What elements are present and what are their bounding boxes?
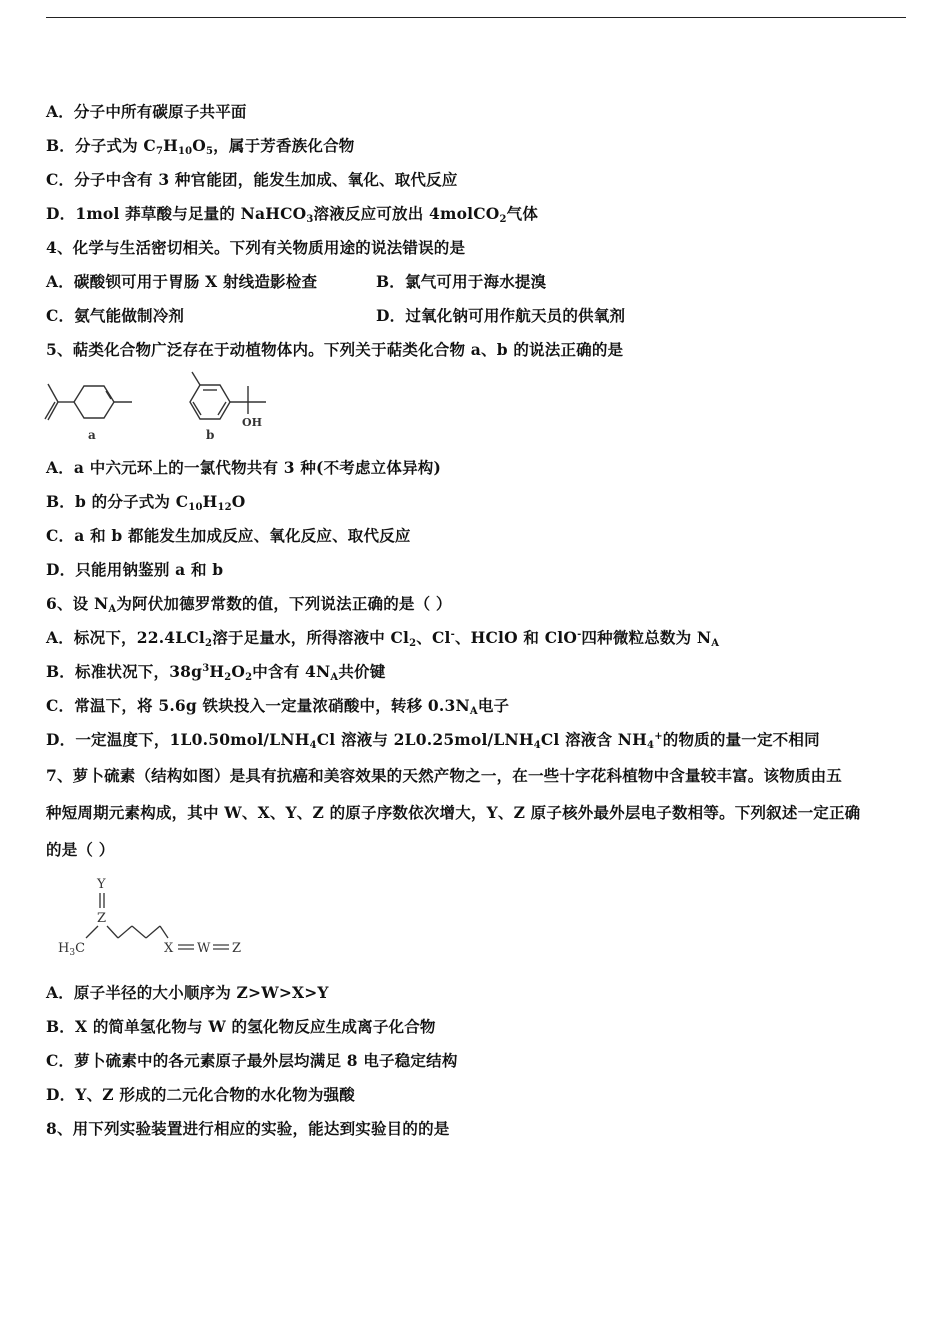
molecule-a <box>45 384 132 420</box>
atom-y: Y <box>97 877 106 892</box>
q6-option-d: D．一定温度下，$1L0.50mol/LNH_4Cl$ 溶液与 $2L0.25mol/LNH_4Cl$ 溶液含 $NH_4^+$的物质的量一定不相同 <box>46 730 820 751</box>
q7-option-b: B．X 的简单氢化物与 W 的氢化物反应生成离子化合物 <box>46 1017 436 1036</box>
label-b: b <box>206 428 215 442</box>
q7-option-d: D．Y、Z 形成的二元化合物的水化物为强酸 <box>46 1085 355 1104</box>
q3-option-c: C．分子中含有 3 种官能团，能发生加成、氧化、取代反应 <box>46 170 458 189</box>
q7-stem-line1: 7、萝卜硫素（结构如图）是具有抗癌和美容效果的天然产物之一，在一些十字花科植物中含量较丰富。该物质由五 <box>46 766 842 785</box>
q8-stem: 8、用下列实验装置进行相应的实验，能达到实验目的的是 <box>46 1119 450 1138</box>
atom-x: X <box>164 941 174 956</box>
label-oh: OH <box>242 416 262 429</box>
atom-w: W <box>197 941 211 956</box>
q4-stem: 4、化学与生活密切相关。下列有关物质用途的说法错误的是 <box>46 238 466 257</box>
q6-option-b: B．标准状况下，$38g^3H_2O_2$中含有 $4N_A$共价键 <box>46 662 386 683</box>
q5-option-a: A．a 中六元环上的一氯代物共有 3 种(不考虑立体异构) <box>46 458 442 477</box>
q6-option-c: C．常温下，将 5.6g 铁块投入一定量浓硝酸中，转移 $0.3N_A$电子 <box>46 696 510 717</box>
atom-z-end: Z <box>232 941 242 956</box>
q4-option-c: C．氨气能做制冷剂 <box>46 306 185 325</box>
q4-options-ab <box>46 272 906 292</box>
q6-option-a: A．标况下，22.4LCl$_2$溶于足量水，所得溶液中 $Cl_2$、Cl-、HClO 和 ClO-四种微粒总数为 $N_A$ <box>46 628 720 649</box>
q7-structure-figure <box>52 872 262 958</box>
q7-stem-line3: 的是（ ） <box>46 840 115 859</box>
q5-option-b: B．b 的分子式为 $C_{10}H_{12}O$ <box>46 492 246 513</box>
q3-option-a: A．分子中所有碳原子共平面 <box>46 102 247 121</box>
q3-option-d: D．1mol 莽草酸与足量的 NaHCO$_3$溶液反应可放出 4molCO$_2$气体 <box>46 204 539 225</box>
q4-option-b: B．氯气可用于海水提溴 <box>376 272 547 291</box>
header-rule <box>46 17 906 18</box>
q4-option-d: D．过氧化钠可用作航天员的供氧剂 <box>376 306 626 325</box>
q5-structure-figure <box>44 368 284 446</box>
atom-z-top: Z <box>97 911 107 926</box>
q7-stem-line2: 种短周期元素构成，其中 W、X、Y、Z 的原子序数依次增大，Y、Z 原子核外最外层电子数相等。下列叙述一定正确 <box>46 803 861 822</box>
label-a: a <box>88 428 96 442</box>
q4-options-cd <box>46 306 906 326</box>
q3-option-b: B．分子式为 $C_7H_{10}O_5$，属于芳香族化合物 <box>46 136 355 157</box>
q7-option-a: A．原子半径的大小顺序为 Z>W>X>Y <box>46 983 329 1002</box>
q5-stem: 5、萜类化合物广泛存在于动植物体内。下列关于萜类化合物 a、b 的说法正确的是 <box>46 340 624 359</box>
q5-option-d: D．只能用钠鉴别 a 和 b <box>46 560 224 579</box>
q7-option-c: C．萝卜硫素中的各元素原子最外层均满足 8 电子稳定结构 <box>46 1051 458 1070</box>
q6-stem: 6、设 $N_A$为阿伏加德罗常数的值，下列说法正确的是（ ） <box>46 594 452 615</box>
atom-h3c: $H_3C$ <box>58 941 86 958</box>
q5-option-c: C．a 和 b 都能发生加成反应、氧化反应、取代反应 <box>46 526 411 545</box>
molecule-b <box>190 372 266 419</box>
q4-option-a: A．碳酸钡可用于胃肠 X 射线造影检查 <box>46 272 318 291</box>
